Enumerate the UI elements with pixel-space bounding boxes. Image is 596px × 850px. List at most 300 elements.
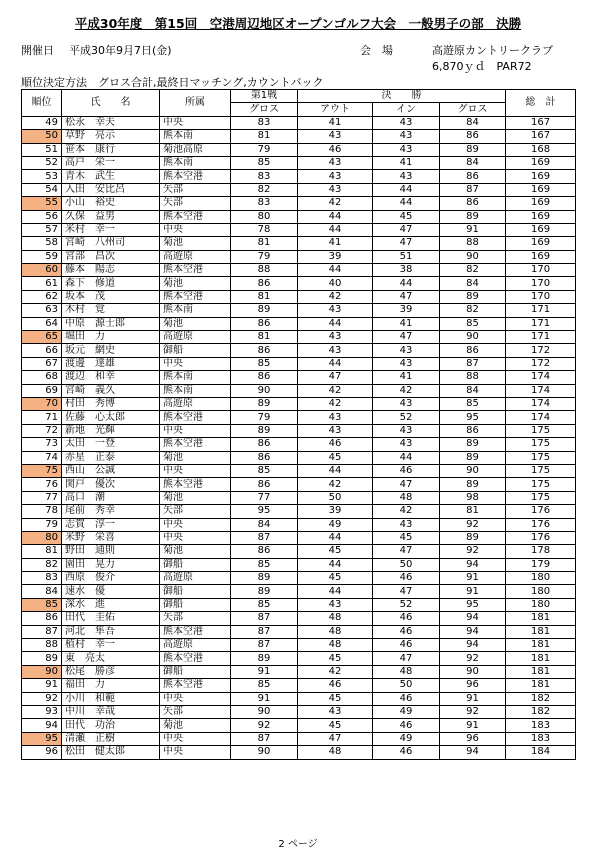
- total-cell: 169: [506, 237, 576, 250]
- name-cell: 宮崎 八州司: [62, 237, 160, 250]
- final-gross-cell: 85: [440, 397, 506, 410]
- table-row: [22, 518, 576, 531]
- rank-cell: 82: [22, 558, 62, 571]
- in-cell: 51: [373, 250, 440, 263]
- round1-gross-cell: 84: [231, 518, 298, 531]
- total-cell: 184: [506, 746, 576, 759]
- date-value: 平成30年9月7日(金): [69, 44, 172, 57]
- final-gross-cell: 92: [440, 545, 506, 558]
- out-cell: 42: [298, 478, 373, 491]
- rank-cell: 61: [22, 277, 62, 290]
- round1-gross-cell: 87: [231, 639, 298, 652]
- rank-cell: 54: [22, 183, 62, 196]
- total-cell: 174: [506, 371, 576, 384]
- round1-gross-cell: 91: [231, 692, 298, 705]
- affiliation-cell: 中央: [160, 732, 231, 745]
- out-cell: 44: [298, 357, 373, 370]
- total-cell: 179: [506, 558, 576, 571]
- table-row: [22, 746, 576, 759]
- final-gross-cell: 94: [440, 639, 506, 652]
- name-cell: 小川 和範: [62, 692, 160, 705]
- final-gross-cell: 85: [440, 317, 506, 330]
- in-cell: 46: [373, 625, 440, 638]
- venue-label: 会 場: [360, 44, 393, 57]
- final-gross-cell: 86: [440, 170, 506, 183]
- name-cell: 堀田 力: [62, 331, 160, 344]
- in-cell: 52: [373, 598, 440, 611]
- rank-cell: 65: [22, 331, 62, 344]
- out-cell: 48: [298, 625, 373, 638]
- out-cell: 44: [298, 531, 373, 544]
- affiliation-cell: 中央: [160, 518, 231, 531]
- table-row: [22, 612, 576, 625]
- in-cell: 38: [373, 264, 440, 277]
- affiliation-cell: 御船: [160, 585, 231, 598]
- total-cell: 169: [506, 170, 576, 183]
- round1-gross-cell: 95: [231, 505, 298, 518]
- rank-cell: 67: [22, 357, 62, 370]
- table-row: [22, 665, 576, 678]
- rank-cell: 86: [22, 612, 62, 625]
- name-cell: 植村 幸一: [62, 639, 160, 652]
- round1-gross-cell: 83: [231, 170, 298, 183]
- table-row: [22, 264, 576, 277]
- affiliation-cell: 御船: [160, 665, 231, 678]
- in-cell: 44: [373, 183, 440, 196]
- total-cell: 175: [506, 491, 576, 504]
- name-cell: 青木 武生: [62, 170, 160, 183]
- affiliation-cell: 中央: [160, 746, 231, 759]
- total-cell: 183: [506, 732, 576, 745]
- round1-gross-cell: 79: [231, 143, 298, 156]
- rank-cell: 70: [22, 397, 62, 410]
- rank-cell: 84: [22, 585, 62, 598]
- round1-gross-cell: 86: [231, 371, 298, 384]
- rank-cell: 88: [22, 639, 62, 652]
- affiliation-cell: 菊池: [160, 545, 231, 558]
- in-cell: 44: [373, 277, 440, 290]
- out-cell: 39: [298, 250, 373, 263]
- in-cell: 43: [373, 424, 440, 437]
- name-cell: 高口 潮: [62, 491, 160, 504]
- out-cell: 43: [298, 183, 373, 196]
- page-number: 2 ページ: [278, 839, 318, 850]
- rank-cell: 49: [22, 116, 62, 129]
- out-cell: 48: [298, 639, 373, 652]
- name-cell: 深水 進: [62, 598, 160, 611]
- total-cell: 183: [506, 719, 576, 732]
- in-cell: 43: [373, 143, 440, 156]
- in-cell: 43: [373, 116, 440, 129]
- affiliation-cell: 熊本空港: [160, 411, 231, 424]
- results-body: [22, 116, 576, 759]
- in-cell: 42: [373, 384, 440, 397]
- name-cell: 坂元 網史: [62, 344, 160, 357]
- header-final-gross: グロス: [440, 103, 506, 116]
- final-gross-cell: 88: [440, 371, 506, 384]
- out-cell: 43: [298, 411, 373, 424]
- in-cell: 45: [373, 531, 440, 544]
- affiliation-cell: 菊池: [160, 317, 231, 330]
- total-cell: 169: [506, 250, 576, 263]
- table-row: [22, 572, 576, 585]
- out-cell: 45: [298, 451, 373, 464]
- in-cell: 42: [373, 505, 440, 518]
- rank-cell: 94: [22, 719, 62, 732]
- in-cell: 47: [373, 290, 440, 303]
- name-cell: 米村 幸一: [62, 223, 160, 236]
- table-row: [22, 719, 576, 732]
- round1-gross-cell: 86: [231, 344, 298, 357]
- table-row: [22, 438, 576, 451]
- in-cell: 49: [373, 705, 440, 718]
- affiliation-cell: 菊池: [160, 719, 231, 732]
- rank-cell: 77: [22, 491, 62, 504]
- name-cell: 村田 秀博: [62, 397, 160, 410]
- round1-gross-cell: 81: [231, 331, 298, 344]
- total-cell: 178: [506, 545, 576, 558]
- rank-cell: 50: [22, 130, 62, 143]
- round1-gross-cell: 87: [231, 531, 298, 544]
- total-cell: 172: [506, 344, 576, 357]
- in-cell: 47: [373, 652, 440, 665]
- table-row: [22, 116, 576, 129]
- round1-gross-cell: 88: [231, 264, 298, 277]
- total-cell: 174: [506, 397, 576, 410]
- round1-gross-cell: 89: [231, 585, 298, 598]
- table-row: [22, 156, 576, 169]
- final-gross-cell: 91: [440, 585, 506, 598]
- round1-gross-cell: 83: [231, 197, 298, 210]
- out-cell: 40: [298, 277, 373, 290]
- total-cell: 175: [506, 438, 576, 451]
- table-row: [22, 371, 576, 384]
- table-row: [22, 598, 576, 611]
- table-row: [22, 277, 576, 290]
- in-cell: 41: [373, 156, 440, 169]
- out-cell: 43: [298, 130, 373, 143]
- affiliation-cell: 熊本空港: [160, 290, 231, 303]
- final-gross-cell: 94: [440, 625, 506, 638]
- final-gross-cell: 82: [440, 264, 506, 277]
- out-cell: 44: [298, 317, 373, 330]
- round1-gross-cell: 77: [231, 491, 298, 504]
- in-cell: 47: [373, 478, 440, 491]
- in-cell: 47: [373, 545, 440, 558]
- round1-gross-cell: 85: [231, 598, 298, 611]
- out-cell: 44: [298, 264, 373, 277]
- name-cell: 清瀬 正樹: [62, 732, 160, 745]
- total-cell: 175: [506, 464, 576, 477]
- in-cell: 43: [373, 518, 440, 531]
- out-cell: 44: [298, 464, 373, 477]
- round1-gross-cell: 81: [231, 130, 298, 143]
- round1-gross-cell: 89: [231, 652, 298, 665]
- final-gross-cell: 86: [440, 424, 506, 437]
- affiliation-cell: 熊本南: [160, 130, 231, 143]
- table-row: [22, 625, 576, 638]
- round1-gross-cell: 80: [231, 210, 298, 223]
- final-gross-cell: 96: [440, 679, 506, 692]
- rank-cell: 79: [22, 518, 62, 531]
- final-gross-cell: 95: [440, 598, 506, 611]
- in-cell: 47: [373, 585, 440, 598]
- table-row: [22, 170, 576, 183]
- name-cell: 関戸 優次: [62, 478, 160, 491]
- in-cell: 46: [373, 719, 440, 732]
- affiliation-cell: 熊本南: [160, 371, 231, 384]
- rank-cell: 74: [22, 451, 62, 464]
- out-cell: 44: [298, 223, 373, 236]
- round1-gross-cell: 86: [231, 545, 298, 558]
- out-cell: 45: [298, 692, 373, 705]
- name-cell: 宮崎 義久: [62, 384, 160, 397]
- name-cell: 久保 益男: [62, 210, 160, 223]
- rank-cell: 64: [22, 317, 62, 330]
- table-row: [22, 237, 576, 250]
- name-cell: 新地 光輝: [62, 424, 160, 437]
- out-cell: 42: [298, 665, 373, 678]
- in-cell: 50: [373, 558, 440, 571]
- name-cell: 中川 幸哉: [62, 705, 160, 718]
- out-cell: 45: [298, 719, 373, 732]
- affiliation-cell: 高遊原: [160, 331, 231, 344]
- total-cell: 170: [506, 290, 576, 303]
- name-cell: 志賀 淳一: [62, 518, 160, 531]
- round1-gross-cell: 85: [231, 156, 298, 169]
- in-cell: 46: [373, 639, 440, 652]
- affiliation-cell: 高遊原: [160, 572, 231, 585]
- header-out: アウト: [298, 103, 373, 116]
- final-gross-cell: 90: [440, 665, 506, 678]
- total-cell: 180: [506, 598, 576, 611]
- in-cell: 43: [373, 438, 440, 451]
- table-row: [22, 491, 576, 504]
- table-row: [22, 679, 576, 692]
- name-cell: 松尾 勝彦: [62, 665, 160, 678]
- table-row: [22, 531, 576, 544]
- name-cell: 河北 隼吾: [62, 625, 160, 638]
- in-cell: 43: [373, 344, 440, 357]
- table-row: [22, 585, 576, 598]
- out-cell: 42: [298, 197, 373, 210]
- name-cell: 田代 圭佑: [62, 612, 160, 625]
- table-row: [22, 558, 576, 571]
- table-row: [22, 732, 576, 745]
- round1-gross-cell: 90: [231, 746, 298, 759]
- total-cell: 171: [506, 317, 576, 330]
- in-cell: 46: [373, 464, 440, 477]
- name-cell: 米野 栄喜: [62, 531, 160, 544]
- header-affiliation: 所属: [160, 90, 231, 117]
- table-row: [22, 210, 576, 223]
- table-row: [22, 639, 576, 652]
- rank-cell: 68: [22, 371, 62, 384]
- affiliation-cell: 中央: [160, 223, 231, 236]
- in-cell: 44: [373, 197, 440, 210]
- affiliation-cell: 中央: [160, 424, 231, 437]
- out-cell: 49: [298, 518, 373, 531]
- total-cell: 181: [506, 679, 576, 692]
- round1-gross-cell: 86: [231, 438, 298, 451]
- affiliation-cell: 熊本空港: [160, 679, 231, 692]
- out-cell: 46: [298, 679, 373, 692]
- round1-gross-cell: 87: [231, 732, 298, 745]
- out-cell: 43: [298, 344, 373, 357]
- final-gross-cell: 82: [440, 304, 506, 317]
- name-cell: 速水 優: [62, 585, 160, 598]
- round1-gross-cell: 85: [231, 558, 298, 571]
- table-row: [22, 197, 576, 210]
- name-cell: 中原 源士郎: [62, 317, 160, 330]
- name-cell: 園田 晃力: [62, 558, 160, 571]
- total-cell: 169: [506, 223, 576, 236]
- name-cell: 渡辺 和幸: [62, 371, 160, 384]
- total-cell: 180: [506, 585, 576, 598]
- out-cell: 43: [298, 304, 373, 317]
- in-cell: 47: [373, 237, 440, 250]
- rank-cell: 87: [22, 625, 62, 638]
- out-cell: 39: [298, 505, 373, 518]
- table-row: [22, 705, 576, 718]
- table-row: [22, 545, 576, 558]
- final-gross-cell: 92: [440, 705, 506, 718]
- final-gross-cell: 84: [440, 156, 506, 169]
- affiliation-cell: 熊本空港: [160, 210, 231, 223]
- name-cell: 福田 力: [62, 679, 160, 692]
- in-cell: 47: [373, 223, 440, 236]
- affiliation-cell: 御船: [160, 558, 231, 571]
- affiliation-cell: 矢部: [160, 612, 231, 625]
- final-gross-cell: 90: [440, 250, 506, 263]
- in-cell: 41: [373, 317, 440, 330]
- rank-cell: 60: [22, 264, 62, 277]
- final-gross-cell: 89: [440, 531, 506, 544]
- affiliation-cell: 御船: [160, 598, 231, 611]
- rank-cell: 58: [22, 237, 62, 250]
- rank-cell: 73: [22, 438, 62, 451]
- affiliation-cell: 熊本空港: [160, 625, 231, 638]
- affiliation-cell: 菊池: [160, 237, 231, 250]
- header-final: 決 勝: [298, 90, 506, 103]
- header-in: イン: [373, 103, 440, 116]
- total-cell: 167: [506, 116, 576, 129]
- name-cell: 野田 通則: [62, 545, 160, 558]
- out-cell: 43: [298, 424, 373, 437]
- final-gross-cell: 87: [440, 183, 506, 196]
- affiliation-cell: 矢部: [160, 505, 231, 518]
- table-row: [22, 344, 576, 357]
- round1-gross-cell: 90: [231, 705, 298, 718]
- round1-gross-cell: 86: [231, 451, 298, 464]
- final-gross-cell: 90: [440, 464, 506, 477]
- rank-cell: 90: [22, 665, 62, 678]
- name-cell: 藤本 陽志: [62, 264, 160, 277]
- round1-gross-cell: 89: [231, 424, 298, 437]
- affiliation-cell: 中央: [160, 464, 231, 477]
- in-cell: 46: [373, 572, 440, 585]
- table-row: [22, 143, 576, 156]
- out-cell: 45: [298, 572, 373, 585]
- final-gross-cell: 89: [440, 210, 506, 223]
- rank-cell: 96: [22, 746, 62, 759]
- round1-gross-cell: 92: [231, 719, 298, 732]
- total-cell: 174: [506, 384, 576, 397]
- table-row: [22, 304, 576, 317]
- round1-gross-cell: 87: [231, 625, 298, 638]
- round1-gross-cell: 90: [231, 384, 298, 397]
- table-row: [22, 451, 576, 464]
- rank-cell: 83: [22, 572, 62, 585]
- in-cell: 50: [373, 679, 440, 692]
- table-row: [22, 317, 576, 330]
- header-round1: 第1戦: [231, 90, 298, 103]
- final-gross-cell: 88: [440, 237, 506, 250]
- table-row: [22, 652, 576, 665]
- affiliation-cell: 中央: [160, 692, 231, 705]
- affiliation-cell: 熊本南: [160, 384, 231, 397]
- round1-gross-cell: 91: [231, 665, 298, 678]
- out-cell: 43: [298, 705, 373, 718]
- table-row: [22, 424, 576, 437]
- round1-gross-cell: 79: [231, 411, 298, 424]
- rank-cell: 91: [22, 679, 62, 692]
- affiliation-cell: 高遊原: [160, 250, 231, 263]
- rank-cell: 81: [22, 545, 62, 558]
- table-row: [22, 357, 576, 370]
- in-cell: 45: [373, 210, 440, 223]
- rank-cell: 52: [22, 156, 62, 169]
- out-cell: 41: [298, 116, 373, 129]
- in-cell: 48: [373, 665, 440, 678]
- header-round1-gross: グロス: [231, 103, 298, 116]
- page-title: 平成30年度 第15回 空港周辺地区オープンゴルフ大会 一般男子の部 決勝: [74, 16, 522, 31]
- table-row: [22, 384, 576, 397]
- final-gross-cell: 87: [440, 357, 506, 370]
- table-row: [22, 130, 576, 143]
- out-cell: 50: [298, 491, 373, 504]
- total-cell: 170: [506, 277, 576, 290]
- course-spec: 6,870ｙｄ PAR72: [432, 60, 532, 73]
- table-row: [22, 692, 576, 705]
- table-row: [22, 250, 576, 263]
- out-cell: 43: [298, 170, 373, 183]
- table-row: [22, 331, 576, 344]
- name-cell: 赤星 正泰: [62, 451, 160, 464]
- total-cell: 169: [506, 197, 576, 210]
- round1-gross-cell: 81: [231, 290, 298, 303]
- round1-gross-cell: 87: [231, 612, 298, 625]
- in-cell: 43: [373, 357, 440, 370]
- affiliation-cell: 中央: [160, 357, 231, 370]
- name-cell: 木村 覚: [62, 304, 160, 317]
- name-cell: 宮部 昌次: [62, 250, 160, 263]
- total-cell: 169: [506, 183, 576, 196]
- total-cell: 168: [506, 143, 576, 156]
- name-cell: 入田 安比呂: [62, 183, 160, 196]
- final-gross-cell: 92: [440, 652, 506, 665]
- rank-cell: 63: [22, 304, 62, 317]
- out-cell: 45: [298, 652, 373, 665]
- affiliation-cell: 菊池: [160, 277, 231, 290]
- total-cell: 176: [506, 531, 576, 544]
- round1-gross-cell: 89: [231, 397, 298, 410]
- rank-cell: 72: [22, 424, 62, 437]
- final-gross-cell: 81: [440, 505, 506, 518]
- affiliation-cell: 中央: [160, 531, 231, 544]
- final-gross-cell: 84: [440, 116, 506, 129]
- name-cell: 松永 幸夫: [62, 116, 160, 129]
